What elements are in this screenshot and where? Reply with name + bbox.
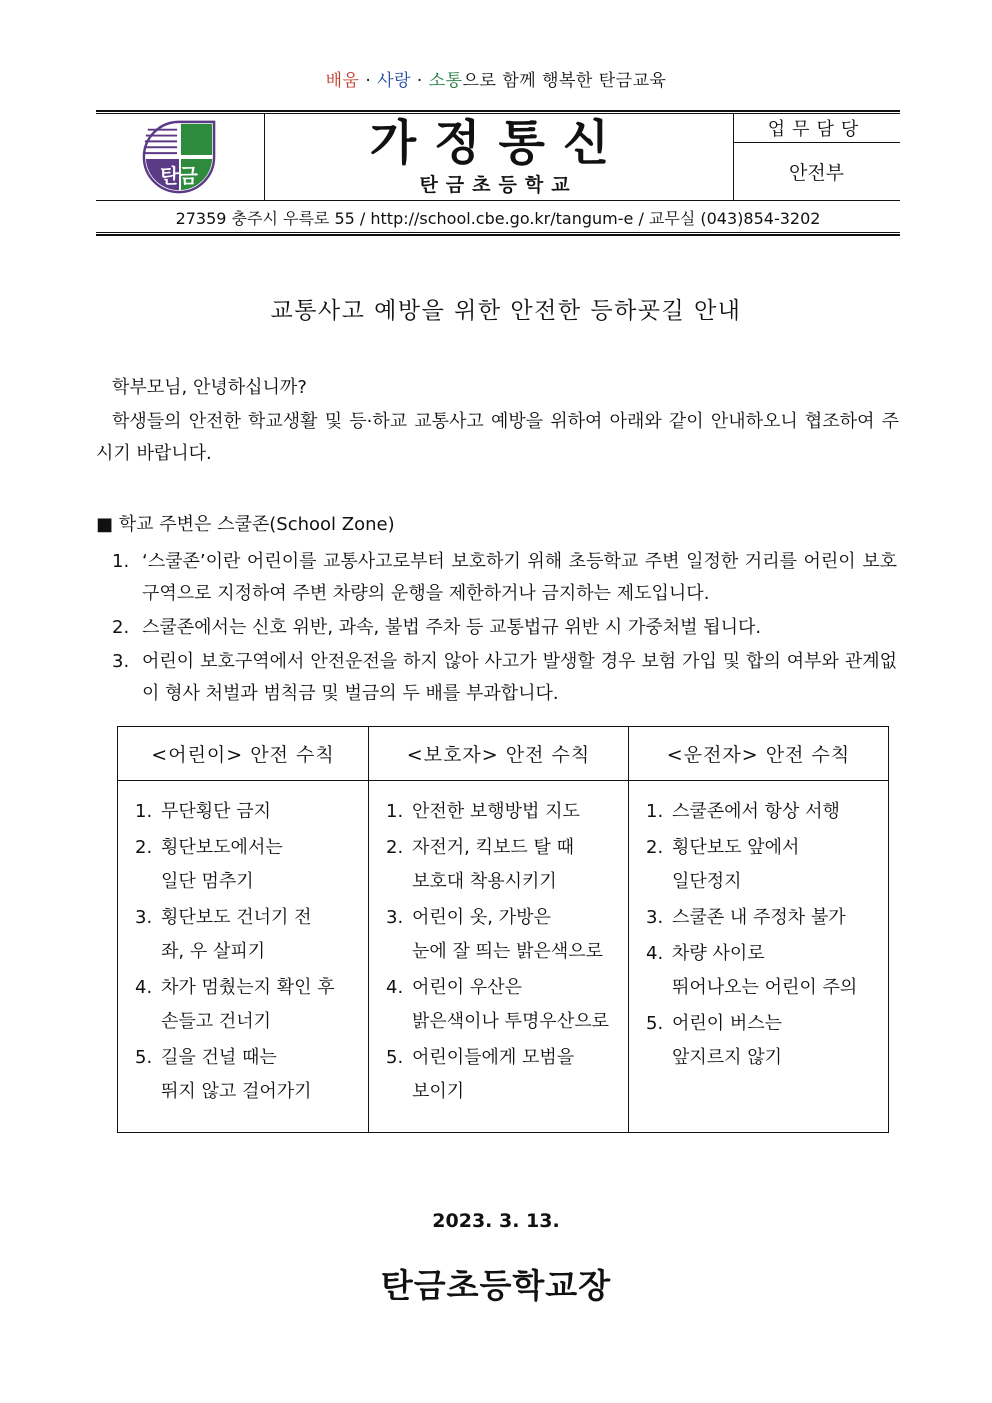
list-item-number: 1. <box>112 551 130 572</box>
rule-number: 5. <box>646 1013 664 1034</box>
rule-item <box>646 937 880 1005</box>
rule-item <box>386 901 620 969</box>
rule-text: 횡단보도에서는 <box>161 837 283 858</box>
document-title: 교통사고 예방을 위한 안전한 등하굣길 안내 <box>270 298 742 324</box>
motto-word-3: 소통 <box>428 71 463 91</box>
header-guardian-rules: <보호자> 안전 수칙 <box>369 727 629 781</box>
motto-rest: 으로 함께 행복한 탄금교육 <box>462 71 667 91</box>
school-logo-icon <box>140 118 218 196</box>
dept-name: 안전부 <box>788 162 845 184</box>
header-mid-rule <box>96 200 900 201</box>
rule-text-continued: 일단정지 <box>672 871 742 892</box>
rule-text: 차가 멈췄는지 확인 후 <box>161 977 335 998</box>
rule-number: 2. <box>646 837 664 858</box>
rule-number: 4. <box>646 943 664 964</box>
rule-item <box>135 901 360 969</box>
rule-text: 어린이들에게 모범을 <box>412 1047 575 1068</box>
rule-text-continued: 일단 멈추기 <box>161 871 254 892</box>
rule-text: 차량 사이로 <box>672 943 765 964</box>
rule-text: 길을 건널 때는 <box>161 1047 277 1068</box>
rule-number: 3. <box>646 907 664 928</box>
signer: 탄금초등학교장 <box>380 1266 612 1305</box>
header-children-rules: <어린이> 안전 수칙 <box>118 727 369 781</box>
rule-item <box>135 971 360 1039</box>
rule-number: 1. <box>646 801 664 822</box>
rule-item <box>386 831 620 899</box>
list-item <box>112 612 897 644</box>
rule-number: 1. <box>386 801 404 822</box>
rule-item <box>135 1041 360 1109</box>
rule-item <box>386 795 620 829</box>
rule-number: 3. <box>135 907 153 928</box>
rule-number: 1. <box>135 801 153 822</box>
rule-number: 3. <box>386 907 404 928</box>
school-address: 27359 충주시 우륵로 55 / http://school.cbe.go.kr/tangum-e / 교무실 (043)854-3202 <box>175 209 821 228</box>
school-name: 탄금초등학교 <box>419 174 578 196</box>
rule-text-continued: 뛰어나오는 어린이 주의 <box>672 977 858 998</box>
rule-text-continued: 눈에 잘 띄는 밝은색으로 <box>412 941 604 962</box>
rule-text-continued: 밝은색이나 투명우산으로 <box>412 1011 609 1032</box>
list-item-text: 스쿨존에서는 신호 위반, 과속, 불법 주차 등 교통법규 위반 시 가중처벌 됩니다. <box>142 617 762 638</box>
rule-text: 횡단보도 앞에서 <box>672 837 800 858</box>
rule-text-continued: 앞지르지 않기 <box>672 1047 783 1068</box>
rule-item <box>646 831 880 899</box>
guardian-rules-list <box>386 795 620 1109</box>
children-rules-list <box>135 795 360 1109</box>
issue-date: 2023. 3. 13. <box>432 1210 560 1232</box>
guardian-rules-cell <box>369 781 629 1133</box>
motto-word-2: 사랑 <box>377 71 411 91</box>
list-item <box>112 646 897 710</box>
rule-text: 무단횡단 금지 <box>161 801 272 822</box>
motto-sep-2: · <box>411 71 429 91</box>
newsletter-header <box>96 110 900 236</box>
list-item-text: ‘스쿨존’이란 어린이를 교통사고로부터 보호하기 위해 초등학교 주변 일정한 거리를 어린이 보호구역으로 지정하여 주변 차량의 운행을 제한하거나 금지하는 제도입니다. <box>142 551 897 604</box>
header-dept-divider <box>733 142 900 143</box>
motto-word-1: 배움 <box>325 71 360 91</box>
rule-text: 스쿨존에서 항상 서행 <box>672 801 840 822</box>
rule-item <box>386 971 620 1039</box>
rule-number: 4. <box>386 977 404 998</box>
children-rules-cell <box>118 781 369 1133</box>
rule-text-continued: 뛰지 않고 걸어가기 <box>161 1081 312 1102</box>
list-item-number: 2. <box>112 617 130 638</box>
rule-text-continued: 좌, 우 살피기 <box>161 941 266 962</box>
rule-text: 자전거, 킥보드 탈 때 <box>412 837 574 858</box>
list-item <box>112 546 897 610</box>
rule-number: 5. <box>386 1047 404 1068</box>
list-item-number: 3. <box>112 651 130 672</box>
newsletter-title: 가정통신 <box>369 115 628 171</box>
rule-text: 횡단보도 건너기 전 <box>161 907 312 928</box>
intro-paragraph: 학생들의 안전한 학교생활 및 등·하교 교통사고 예방을 위하여 아래와 같이 안내하오니 협조하여 주시기 바랍니다. <box>96 411 899 464</box>
rule-item <box>386 1041 620 1109</box>
rule-text-continued: 손들고 건너기 <box>161 1011 272 1032</box>
list-item-text: 어린이 보호구역에서 안전운전을 하지 않아 사고가 발생할 경우 보험 가입 및 합의 여부와 관계없이 형사 처벌과 범칙금 및 벌금의 두 배를 부과합니다. <box>142 651 897 704</box>
school-zone-list <box>112 546 897 712</box>
school-motto <box>0 66 992 91</box>
logo-text: 탄금 <box>160 164 198 188</box>
rule-item <box>135 831 360 899</box>
driver-rules-cell <box>629 781 889 1133</box>
rule-text: 스쿨존 내 주정차 불가 <box>672 907 846 928</box>
rule-number: 5. <box>135 1047 153 1068</box>
rule-text: 안전한 보행방법 지도 <box>412 801 580 822</box>
driver-rules-list <box>646 795 880 1075</box>
rule-number: 2. <box>386 837 404 858</box>
rule-text: 어린이 버스는 <box>672 1013 783 1034</box>
greeting: 학부모님, 안녕하십니까? <box>112 377 307 398</box>
safety-rules-table <box>117 726 889 1133</box>
rule-text-continued: 보이기 <box>412 1081 465 1102</box>
header-driver-rules: <운전자> 안전 수칙 <box>629 727 889 781</box>
rule-text-continued: 보호대 착용시키기 <box>412 871 557 892</box>
section-heading: ■ 학교 주변은 스쿨존(School Zone) <box>96 514 395 535</box>
rule-number: 2. <box>135 837 153 858</box>
header-bottom-rule <box>96 232 900 236</box>
motto-sep-1: · <box>359 71 378 91</box>
rule-text: 어린이 옷, 가방은 <box>412 907 551 928</box>
rule-text: 어린이 우산은 <box>412 977 523 998</box>
dept-label: 업무담당 <box>767 119 866 140</box>
rule-item <box>135 795 360 829</box>
rule-item <box>646 795 880 829</box>
rule-item <box>646 1007 880 1075</box>
rule-item <box>646 901 880 935</box>
rule-number: 4. <box>135 977 153 998</box>
